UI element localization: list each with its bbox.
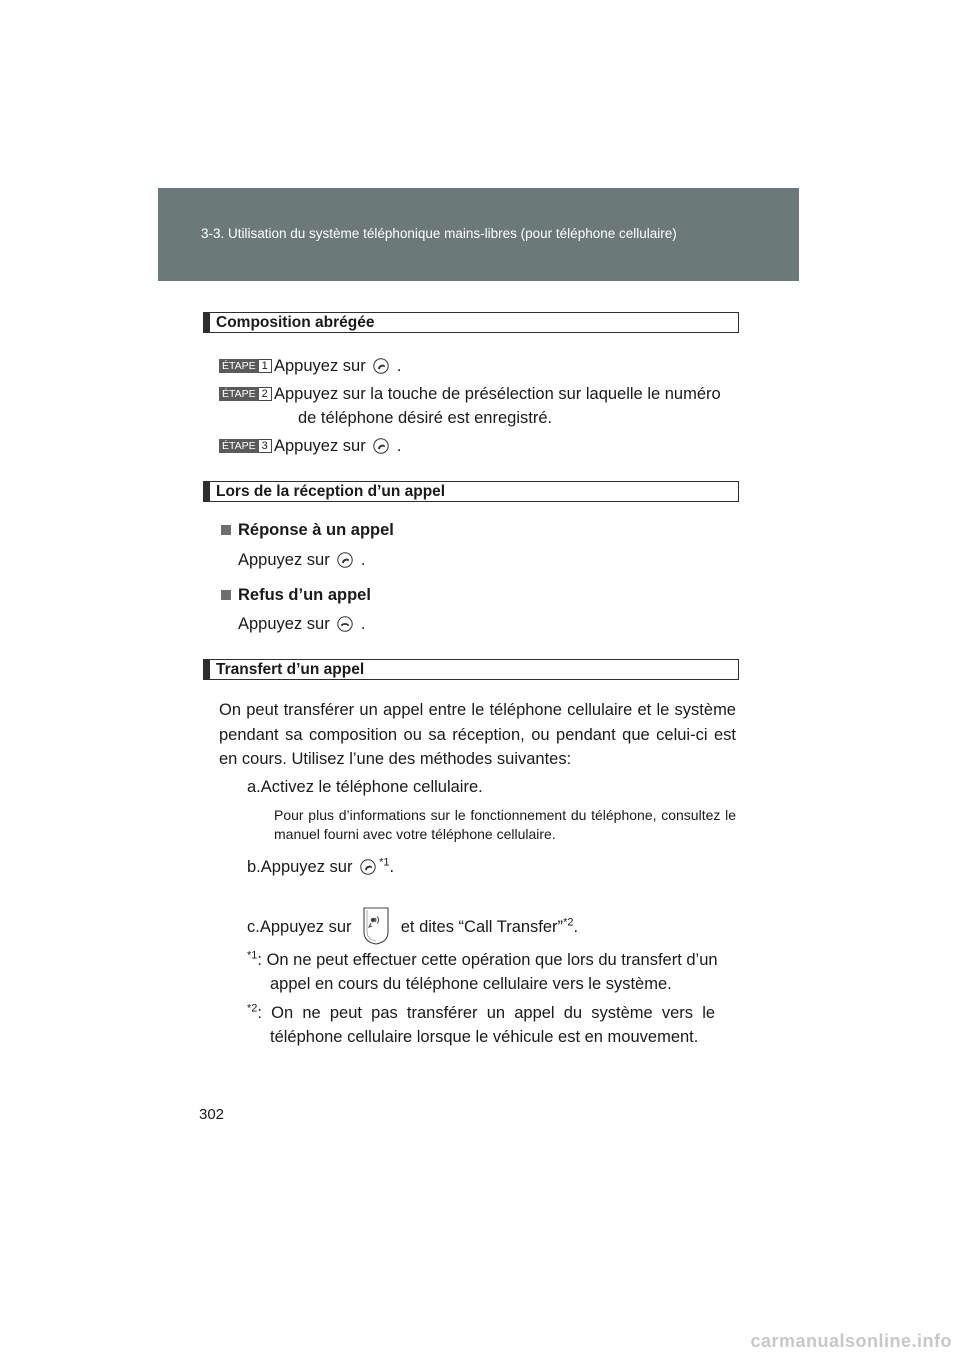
step-badge-3: ÉTAPE 3 bbox=[219, 439, 272, 453]
phone-offhook-icon bbox=[373, 438, 389, 454]
answer-text: Appuyez sur . bbox=[238, 551, 366, 569]
section-title: Composition abrégée bbox=[216, 314, 375, 331]
phone-offhook-icon bbox=[373, 358, 389, 374]
section-heading-incoming bbox=[203, 481, 739, 502]
phone-offhook-icon bbox=[337, 552, 353, 568]
step-1-text: Appuyez sur . bbox=[274, 357, 402, 375]
phone-onhook-icon bbox=[337, 616, 353, 632]
section-title: Transfert d’un appel bbox=[216, 661, 365, 678]
section-heading-transfer bbox=[203, 659, 739, 680]
transfer-item-a-note: Pour plus d’informations sur le fonctionnement du téléphone, consultez le manuel fourni avec votre téléphone cellulaire. bbox=[274, 807, 736, 842]
bullet-square-icon bbox=[221, 525, 231, 535]
footnote-1-line2: appel en cours du téléphone cellulaire vers le système. bbox=[270, 975, 672, 993]
transfer-item-c: c.Appuyez sur et dites “Call Transfer”$^{*2}$. bbox=[247, 906, 578, 946]
reject-heading: Refus d’un appel bbox=[221, 583, 371, 607]
section-title: Lors de la réception d’un appel bbox=[216, 483, 446, 500]
phone-offhook-icon bbox=[360, 859, 376, 875]
watermark: carmanualsonline.info bbox=[750, 1331, 952, 1351]
answer-heading: Réponse à un appel bbox=[221, 518, 394, 542]
step-2-text-line1: Appuyez sur la touche de présélection sur laquelle le numéro bbox=[274, 385, 721, 403]
footnote-2-line2: téléphone cellulaire lorsque le véhicule est en mouvement. bbox=[270, 1028, 699, 1046]
section-heading-speed-dial bbox=[203, 312, 739, 333]
step-badge-2: ÉTAPE 2 bbox=[219, 387, 272, 401]
footnote-1-line1: $^{*1}$: On ne peut effectuer cette opération que lors du transfert d’un bbox=[247, 949, 718, 969]
transfer-item-b: b.Appuyez sur $^{*1}$. bbox=[247, 856, 395, 876]
step-2-text-line2: de téléphone désiré est enregistré. bbox=[298, 409, 553, 427]
transfer-item-a: a.Activez le téléphone cellulaire. bbox=[247, 778, 483, 796]
chapter-title: 3-3. Utilisation du système téléphonique mains-libres (pour téléphone cellulaire) bbox=[201, 226, 677, 241]
talk-switch-icon bbox=[360, 906, 392, 946]
step-3-text: Appuyez sur . bbox=[274, 437, 402, 455]
reject-text: Appuyez sur . bbox=[238, 615, 366, 633]
bullet-square-icon bbox=[221, 590, 231, 600]
step-badge-1: ÉTAPE 1 bbox=[219, 359, 272, 373]
footnote-2-line1: $^{*2}$: On ne peut pas transférer un appel du système vers le bbox=[247, 1002, 716, 1022]
page-number: 302 bbox=[199, 1106, 225, 1123]
transfer-intro: On peut transférer un appel entre le téléphone cellulaire et le système pendant sa composition ou sa réception, ou pendant que celui-ci est en cours. Utilisez l’une des méthodes suivantes: bbox=[219, 701, 736, 768]
